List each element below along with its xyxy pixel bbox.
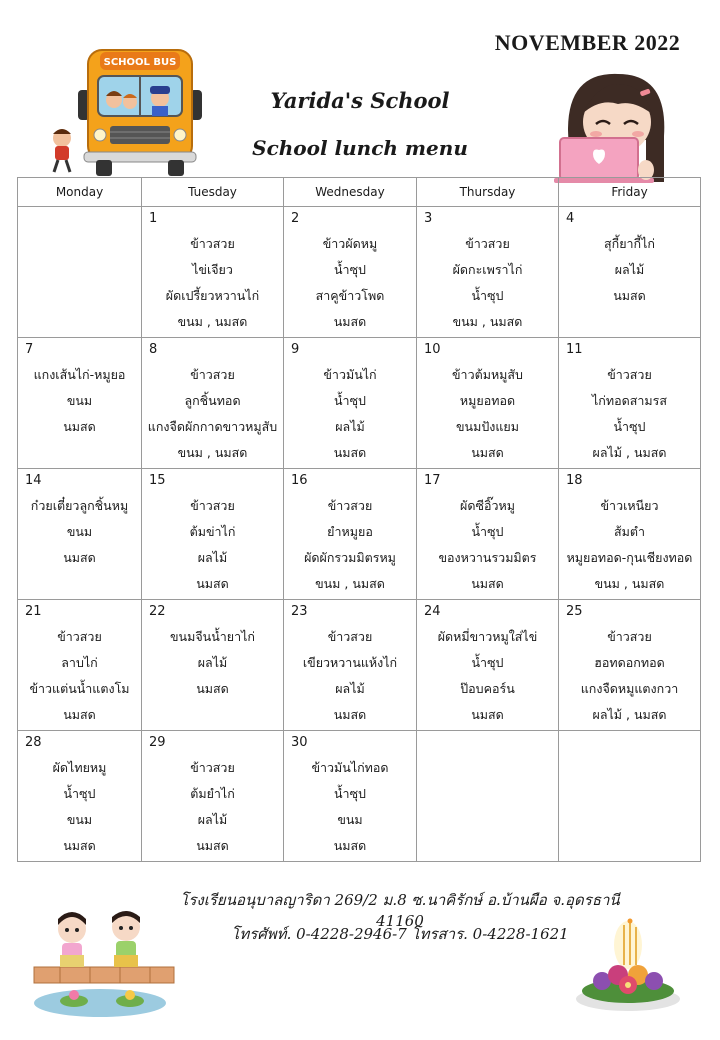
menu-item: ข้าวสวย <box>190 236 235 251</box>
menu-item: ขนม , นมสด <box>594 576 665 591</box>
menu-item: ข้าวสวย <box>327 629 373 644</box>
weekday-header: Wednesday <box>284 178 417 207</box>
day-cell <box>142 731 284 862</box>
menu-item: ยำหมูยอ <box>327 524 373 539</box>
day-cell <box>284 207 417 338</box>
menu-item: น้ำซุป <box>334 786 366 801</box>
day-cell <box>142 338 284 469</box>
day-number: 14 <box>25 473 42 488</box>
day-number: 25 <box>566 604 583 619</box>
day-cell <box>417 207 559 338</box>
menu-item: นมสด <box>471 576 504 591</box>
week-row <box>18 469 701 600</box>
menu-item: นมสด <box>63 419 96 434</box>
menu-item: ไข่เจียว <box>192 262 233 277</box>
day-cell <box>142 600 284 731</box>
week-row <box>18 600 701 731</box>
day-number: 16 <box>291 473 308 488</box>
menu-item: ข้าวมันไก่ <box>323 367 377 382</box>
day-cell <box>417 469 559 600</box>
menu-item: ขนม , นมสด <box>452 314 523 329</box>
day-cell <box>18 469 142 600</box>
menu-item: นมสด <box>196 576 229 591</box>
menu-item: ผัดซีอิ๊วหมู <box>460 498 515 513</box>
weekday-header: Monday <box>18 178 142 207</box>
menu-item: ขนมปังแยม <box>456 419 519 434</box>
menu-item: ข้าวสวย <box>190 367 235 382</box>
menu-item: น้ำซุป <box>63 786 96 801</box>
krathong-illustration <box>568 915 688 1019</box>
menu-item: ขนม , นมสด <box>315 576 385 591</box>
menu-item: ผลไม้ <box>197 812 228 827</box>
menu-item: ข้าวสวย <box>190 498 235 513</box>
week-row <box>18 731 701 862</box>
school-bus-illustration <box>40 40 210 184</box>
menu-item: ส้มตำ <box>613 524 645 539</box>
day-cell <box>559 338 701 469</box>
menu-item: สาคูข้าวโพด <box>315 288 385 303</box>
menu-item: ขนม <box>66 524 93 539</box>
menu-item: ขนม , นมสด <box>177 445 248 460</box>
day-cell <box>559 600 701 731</box>
menu-item: ผลไม้ <box>335 419 365 434</box>
menu-item: ผลไม้ , นมสด <box>592 445 667 460</box>
menu-item: ขนม <box>66 812 93 827</box>
menu-item: ผัดไทยหมู <box>52 760 107 775</box>
day-number: 21 <box>25 604 42 619</box>
menu-item: เขียวหวานแห้งไก่ <box>302 655 398 670</box>
menu-item: ข้าวสวย <box>465 236 510 251</box>
day-number <box>18 207 141 231</box>
menu-item: หมูยอทอด-กุนเชียงทอด <box>566 550 693 565</box>
menu-item: นมสด <box>613 288 646 303</box>
menu-item: ขนม <box>66 393 93 408</box>
menu-item: ไก่ทอดสามรส <box>592 393 667 408</box>
menu-item: ผลไม้ <box>335 681 365 696</box>
day-number: 4 <box>566 211 575 226</box>
day-cell <box>18 338 142 469</box>
girl-with-laptop-illustration <box>548 70 698 189</box>
day-cell <box>284 600 417 731</box>
menu-item: ข้าวสวย <box>607 367 652 382</box>
day-number: 23 <box>291 604 308 619</box>
weekday-header-row <box>18 178 701 207</box>
day-number: 3 <box>424 211 433 226</box>
menu-item: น้ำซุป <box>471 655 504 670</box>
menu-item: ข้าวสวย <box>607 629 652 644</box>
day-cell <box>18 600 142 731</box>
menu-item: ลูกชิ้นทอด <box>184 393 241 408</box>
day-cell <box>417 600 559 731</box>
menu-item: นมสด <box>63 550 96 565</box>
day-number: 2 <box>291 211 300 226</box>
day-cell <box>18 207 142 338</box>
month-year-title: NOVEMBER 2022 <box>494 30 681 55</box>
weekday-header: Friday <box>559 178 701 207</box>
day-cell <box>417 731 559 862</box>
kids-floating-krathong-illustration <box>30 905 185 1024</box>
menu-item: แกงจืดหมูแตงกวา <box>580 681 679 696</box>
menu-item: ผลไม้ <box>197 655 228 670</box>
menu-item: ข้าวต้มหมูสับ <box>452 367 523 382</box>
menu-item: ผัดผักรวมมิตรหมู <box>304 550 396 565</box>
school-address: โรงเรียนอนุบาลญาริดา 269/2 ม.8 ซ.นาคิรักษ์ อ.บ้านผือ จ.อุดรธานี 41160 <box>180 891 620 930</box>
day-cell <box>559 469 701 600</box>
day-number: 30 <box>291 735 308 750</box>
menu-item: ข้าวสวย <box>190 760 235 775</box>
day-number: 8 <box>149 342 158 357</box>
menu-item: น้ำซุป <box>471 524 504 539</box>
day-cell <box>284 731 417 862</box>
menu-item: ผัดกะเพราไก่ <box>452 262 523 277</box>
menu-item: ก๋วยเตี๋ยวลูกชิ้นหมู <box>30 498 129 513</box>
menu-item: ข้าวสวย <box>57 629 102 644</box>
menu-item: ลาบไก่ <box>61 655 98 670</box>
day-cell <box>18 731 142 862</box>
menu-item: ข้าวสวย <box>327 498 373 513</box>
menu-item: นมสด <box>333 707 367 722</box>
week-row <box>18 207 701 338</box>
day-number: 22 <box>149 604 166 619</box>
day-number: 1 <box>149 211 158 226</box>
menu-item: ข้าวผัดหมู <box>322 236 378 251</box>
menu-item: น้ำซุป <box>613 419 646 434</box>
menu-item: ขนม <box>337 812 363 827</box>
day-cell <box>417 338 559 469</box>
day-cell <box>559 207 701 338</box>
day-number: 7 <box>25 342 34 357</box>
menu-item: ของหวานรวมมิตร <box>438 550 537 565</box>
day-cell <box>142 469 284 600</box>
menu-item: ผัดเปรี้ยวหวานไก่ <box>165 288 260 303</box>
menu-item: ขนมจีนน้ำยาไก่ <box>170 629 255 644</box>
menu-item: นมสด <box>196 681 229 696</box>
menu-item: แกงจืดผักกาดขาวหมูสับ <box>147 419 278 434</box>
menu-item: นมสด <box>471 707 504 722</box>
school-phone-fax: โทรศัพท์. 0-4228-2946-7 โทรสาร. 0-4228-1621 <box>231 925 569 943</box>
menu-item: นมสด <box>63 707 96 722</box>
lunch-menu-calendar <box>17 177 701 862</box>
day-number <box>417 731 558 755</box>
menu-item: ป๊อบคอร์น <box>460 681 515 696</box>
menu-item: ผัดหมี่ขาวหมูใส่ไข่ <box>437 629 538 644</box>
menu-item: นมสด <box>63 838 96 853</box>
weekday-header: Tuesday <box>142 178 284 207</box>
menu-item: ข้าวเหนียว <box>600 498 659 513</box>
bus-sign-text: SCHOOL BUS <box>103 57 177 68</box>
menu-item: ต้มยำไก่ <box>190 786 235 801</box>
menu-item: ฮอทดอกทอด <box>594 655 665 670</box>
menu-title: School lunch menu <box>252 136 468 160</box>
menu-item: ขนม , นมสด <box>177 314 248 329</box>
menu-item: ต้มข่าไก่ <box>189 524 236 539</box>
menu-item: นมสด <box>196 838 229 853</box>
menu-item: นมสด <box>471 445 504 460</box>
week-row <box>18 338 701 469</box>
menu-item: ผลไม้ , นมสด <box>592 707 667 722</box>
day-cell <box>142 207 284 338</box>
menu-item: น้ำซุป <box>334 262 366 277</box>
day-number: 9 <box>291 342 300 357</box>
day-number: 24 <box>424 604 441 619</box>
day-number: 11 <box>566 342 583 357</box>
day-number: 29 <box>149 735 166 750</box>
menu-item: ผลไม้ <box>197 550 228 565</box>
day-number: 15 <box>149 473 166 488</box>
menu-item: แกงเส้นไก่-หมูยอ <box>33 367 126 382</box>
menu-item: นมสด <box>333 445 367 460</box>
menu-item: น้ำซุป <box>471 288 504 303</box>
day-cell <box>559 731 701 862</box>
menu-item: ข้าวแต่นน้ำแตงโม <box>29 681 130 696</box>
day-number: 10 <box>424 342 441 357</box>
menu-item: ผลไม้ <box>614 262 645 277</box>
day-number: 28 <box>25 735 42 750</box>
menu-item: นมสด <box>333 838 367 853</box>
day-number <box>559 731 700 755</box>
school-name: Yarida's School <box>270 88 450 113</box>
day-cell <box>284 338 417 469</box>
menu-item: นมสด <box>333 314 367 329</box>
menu-item: สุกี้ยากี้ไก่ <box>604 236 655 251</box>
menu-item: หมูยอทอด <box>459 393 516 408</box>
day-number: 17 <box>424 473 441 488</box>
menu-item: ข้าวมันไก่ทอด <box>311 760 389 775</box>
weekday-header: Thursday <box>417 178 559 207</box>
day-cell <box>284 469 417 600</box>
menu-item: น้ำซุป <box>334 393 366 408</box>
day-number: 18 <box>566 473 583 488</box>
